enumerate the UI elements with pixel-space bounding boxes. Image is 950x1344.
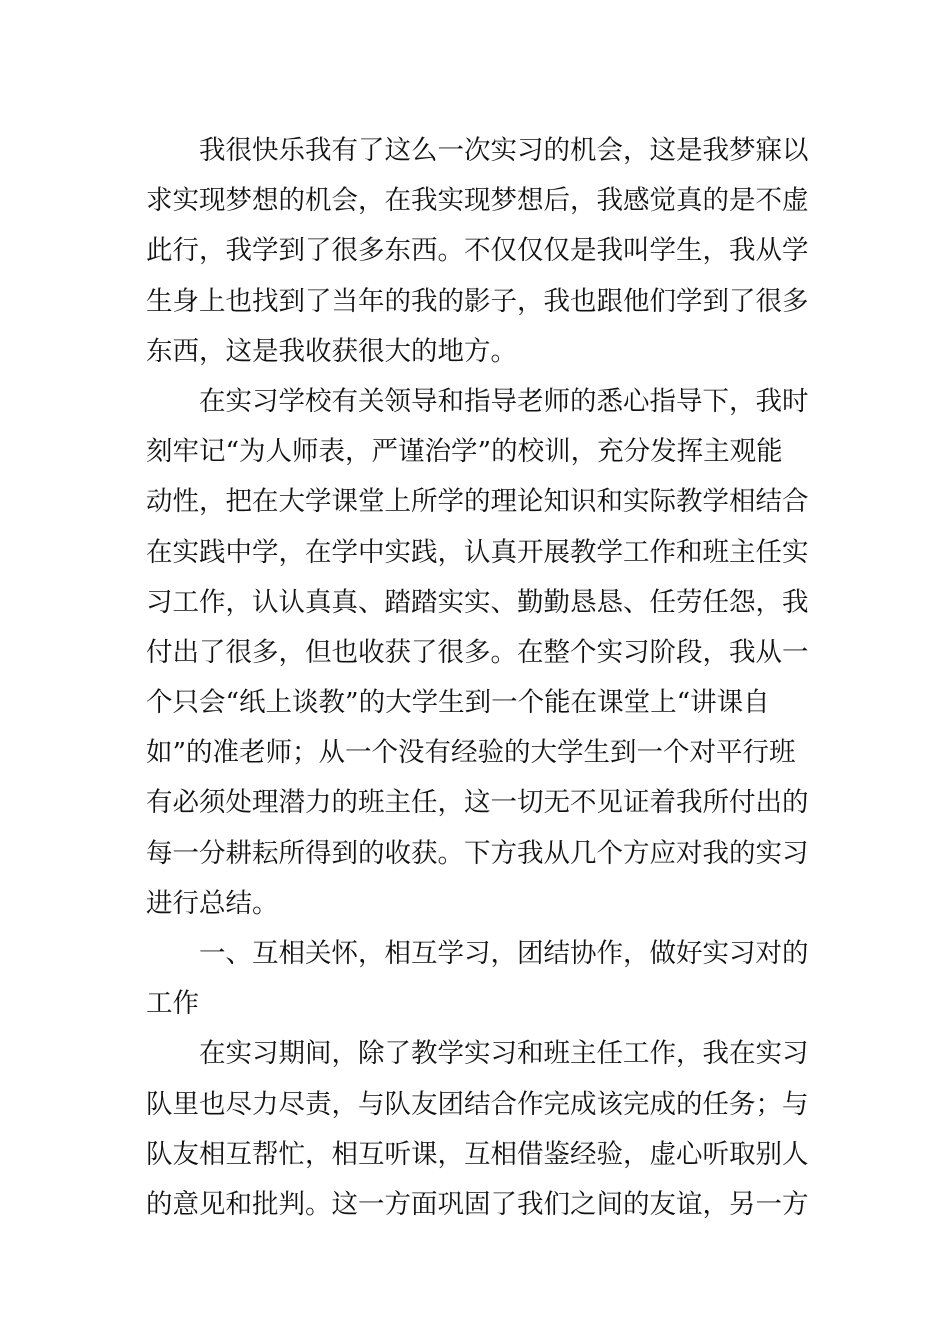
text-line: 队友相互帮忙，相互听课，互相借鉴经验，虚心听取别人 — [146, 1138, 809, 1170]
text-line: 进行总结。 — [146, 887, 279, 919]
text-line: 工作 — [146, 988, 199, 1020]
text-line: 队里也尽力尽责，与队友团结合作完成该完成的任务；与 — [146, 1088, 809, 1120]
text-line: 动性，把在大学课堂上所学的理论知识和实际教学相结合 — [146, 486, 809, 518]
text-line: 我很快乐我有了这么一次实习的机会，这是我梦寐以 — [199, 135, 809, 166]
text-line: 每一分耕耘所得到的收获。下方我从几个方应对我的实习 — [146, 837, 809, 869]
text-line: 一、互相关怀，相互学习，团结协作，做好实习对的 — [199, 938, 809, 969]
text-line: 在实践中学，在学中实践，认真开展教学工作和班主任实 — [146, 536, 809, 568]
text-line: 习工作，认认真真、踏踏实实、勤勤恳恳、任劳任怨，我 — [146, 586, 809, 618]
text-line: 求实现梦想的机会，在我实现梦想后，我感觉真的是不虚 — [146, 185, 809, 217]
document-body — [146, 126, 809, 1230]
text-line: 的意见和批判。这一方面巩固了我们之间的友谊，另一方 — [146, 1188, 809, 1220]
text-line: 生身上也找到了当年的我的影子，我也跟他们学到了很多 — [146, 285, 809, 317]
text-line: 此行，我学到了很多东西。不仅仅仅是我叫学生，我从学 — [146, 235, 809, 267]
text-line: 在实习学校有关领导和指导老师的悉心指导下，我时 — [199, 385, 809, 417]
text-line: 个只会“纸上谈教”的大学生到一个能在课堂上“讲课自 — [146, 687, 770, 719]
text-line: 付出了很多，但也收获了很多。在整个实习阶段，我从一 — [146, 636, 809, 668]
text-line: 刻牢记“为人师表，严谨治学”的校训，充分发挥主观能 — [146, 436, 783, 468]
text-line: 有必须处理潜力的班主任，这一切无不见证着我所付出的 — [146, 787, 809, 819]
text-line: 如”的准老师；从一个没有经验的大学生到一个对平行班 — [146, 737, 796, 769]
text-line: 在实习期间，除了教学实习和班主任工作，我在实习 — [199, 1038, 809, 1070]
text-line: 东西，这是我收获很大的地方。 — [146, 335, 517, 367]
